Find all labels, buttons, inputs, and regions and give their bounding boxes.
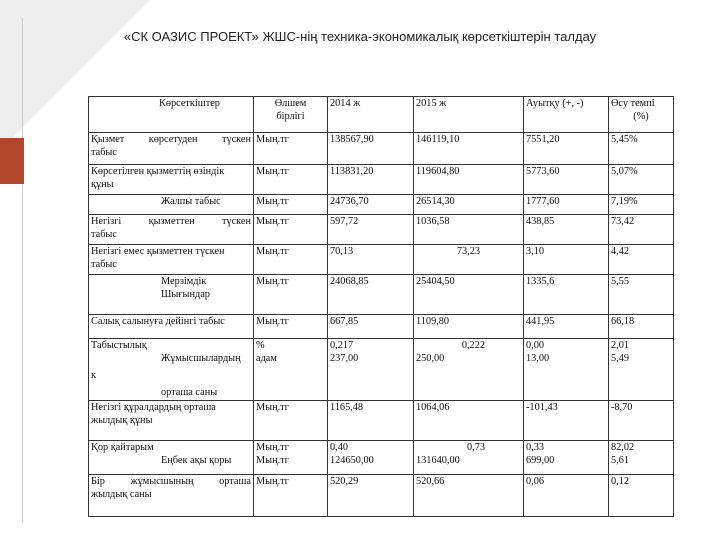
row-label: Қор қайтарым Еңбек ақы қоры bbox=[89, 441, 254, 475]
row-label: Негізгі құралдардың орташа жылдық құны bbox=[89, 401, 254, 441]
row-label: Мерзімдік Шығындар bbox=[89, 275, 254, 315]
row-2015: 0,73 131640,00 bbox=[414, 441, 524, 475]
row-2015: 1109,80 bbox=[414, 315, 524, 339]
table-row bbox=[89, 245, 674, 275]
page-title: «СК ОАЗИС ПРОЕКТ» ЖШС-нің техника-экономикалық көрсеткіштерін талдау bbox=[123, 29, 597, 44]
row-unit: % адам bbox=[254, 339, 328, 401]
row-2014: 24736,70 bbox=[328, 195, 414, 215]
table-row bbox=[89, 401, 674, 441]
row-label: Көрсетілген қызметтің өзіндік құны bbox=[89, 165, 254, 195]
table-row bbox=[89, 133, 674, 165]
row-label: Салық салынуға дейінгі табыс bbox=[89, 315, 254, 339]
row-deviation: 1777,60 bbox=[524, 195, 609, 215]
row-growth: 2,01 5,49 bbox=[609, 339, 674, 401]
table-row bbox=[89, 441, 674, 475]
row-unit: Мың.тг bbox=[254, 245, 328, 275]
table-row bbox=[89, 195, 674, 215]
row-2014: 0,40 124650,00 bbox=[328, 441, 414, 475]
row-unit: Мың.тг bbox=[254, 133, 328, 165]
row-unit: Мың.тг bbox=[254, 401, 328, 441]
row-2014: 0,217 237,00 bbox=[328, 339, 414, 401]
row-2014: 667,85 bbox=[328, 315, 414, 339]
row-2014: 597,72 bbox=[328, 215, 414, 245]
row-2014: 520,29 bbox=[328, 475, 414, 517]
row-deviation: 0,00 13,00 bbox=[524, 339, 609, 401]
row-label: Жалпы табыс bbox=[89, 195, 254, 215]
row-2015: 1064,06 bbox=[414, 401, 524, 441]
row-label: Қызмет көрсетуден түскен табыс bbox=[89, 133, 254, 165]
row-2015: 25404,50 bbox=[414, 275, 524, 315]
row-2015: 1036,58 bbox=[414, 215, 524, 245]
indicators-table bbox=[88, 96, 674, 517]
row-deviation: 441,95 bbox=[524, 315, 609, 339]
table-row bbox=[89, 475, 674, 517]
row-2015: 73,23 bbox=[414, 245, 524, 275]
row-growth: 66,18 bbox=[609, 315, 674, 339]
row-deviation: 438,85 bbox=[524, 215, 609, 245]
accent-block bbox=[0, 138, 24, 184]
row-deviation: 0,06 bbox=[524, 475, 609, 517]
row-2015: 119604,80 bbox=[414, 165, 524, 195]
row-label: Негізгі қызметтен түскен табыс bbox=[89, 215, 254, 245]
row-unit: Мың.тг bbox=[254, 275, 328, 315]
header-growth: Өсу темпі (%) bbox=[609, 97, 674, 133]
row-2014: 1165,48 bbox=[328, 401, 414, 441]
row-growth: -8,70 bbox=[609, 401, 674, 441]
row-unit: Мың.тг bbox=[254, 315, 328, 339]
header-unit: Өлшем бірлігі bbox=[254, 97, 328, 133]
row-2015: 26514,30 bbox=[414, 195, 524, 215]
row-growth: 7,19% bbox=[609, 195, 674, 215]
row-label: Негізгі емес қызметтен түскен табыс bbox=[89, 245, 254, 275]
row-deviation: 1335,6 bbox=[524, 275, 609, 315]
row-label: Табыстылық Жұмысшылардың к орташа саны bbox=[89, 339, 254, 401]
table-row bbox=[89, 315, 674, 339]
row-label: Бір жұмысшының орташа жылдық саны bbox=[89, 475, 254, 517]
margin-line bbox=[22, 18, 23, 523]
row-growth: 82,02 5,61 bbox=[609, 441, 674, 475]
header-deviation: Ауытқу (+, -) bbox=[524, 97, 609, 133]
table-header-row bbox=[89, 97, 674, 133]
row-unit: Мың.тг bbox=[254, 215, 328, 245]
row-2014: 113831,20 bbox=[328, 165, 414, 195]
header-2014: 2014 ж bbox=[328, 97, 414, 133]
row-2014: 24068,85 bbox=[328, 275, 414, 315]
row-growth: 5,07% bbox=[609, 165, 674, 195]
row-growth: 5,45% bbox=[609, 133, 674, 165]
row-growth: 5,55 bbox=[609, 275, 674, 315]
row-deviation: -101,43 bbox=[524, 401, 609, 441]
row-growth: 73,42 bbox=[609, 215, 674, 245]
row-unit: Мың.тг bbox=[254, 165, 328, 195]
row-deviation: 5773,60 bbox=[524, 165, 609, 195]
header-indicator: Көрсеткіштер bbox=[89, 97, 254, 133]
row-2015: 520,66 bbox=[414, 475, 524, 517]
row-unit: Мың.тг bbox=[254, 195, 328, 215]
row-deviation: 7551,20 bbox=[524, 133, 609, 165]
row-deviation: 0,33 699,00 bbox=[524, 441, 609, 475]
row-unit: Мың.тг Мың.тг bbox=[254, 441, 328, 475]
row-growth: 4,42 bbox=[609, 245, 674, 275]
row-unit: Мың.тг bbox=[254, 475, 328, 517]
table-row bbox=[89, 215, 674, 245]
table-row bbox=[89, 165, 674, 195]
row-deviation: 3,10 bbox=[524, 245, 609, 275]
row-2015: 146119,10 bbox=[414, 133, 524, 165]
row-2015: 0,222 250,00 bbox=[414, 339, 524, 401]
table-row bbox=[89, 275, 674, 315]
table-row bbox=[89, 339, 674, 401]
row-growth: 0,12 bbox=[609, 475, 674, 517]
row-2014: 70,13 bbox=[328, 245, 414, 275]
row-2014: 138567,90 bbox=[328, 133, 414, 165]
header-2015: 2015 ж bbox=[414, 97, 524, 133]
